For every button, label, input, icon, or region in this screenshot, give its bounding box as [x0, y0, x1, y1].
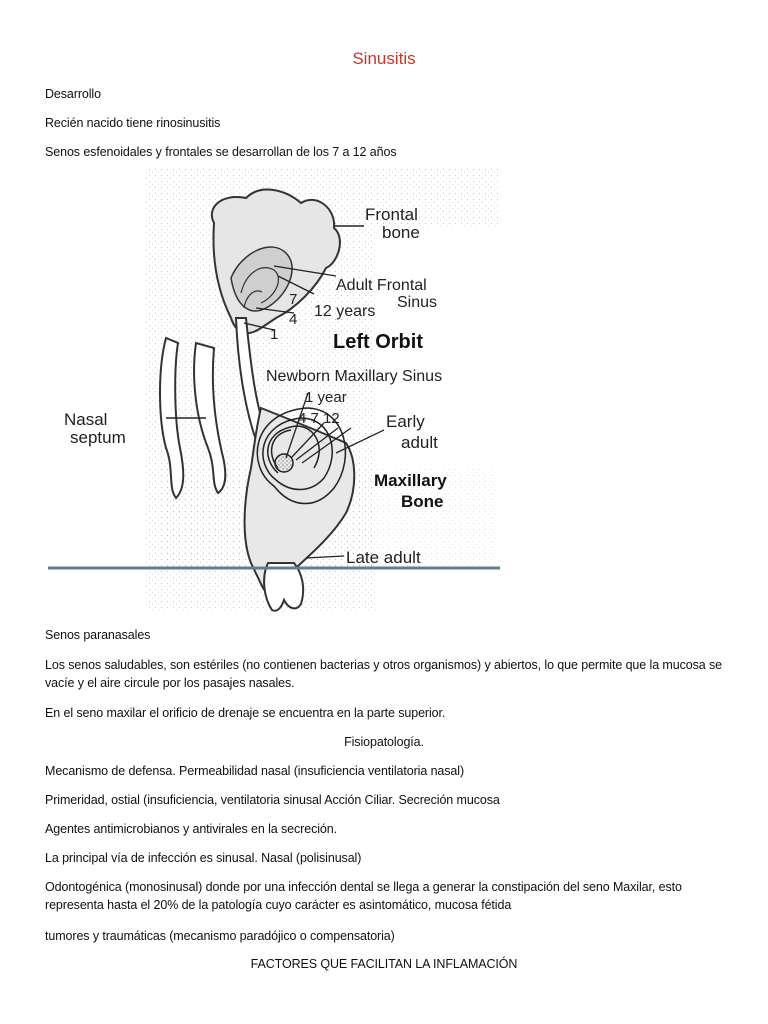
sinus-development-figure: [46, 168, 502, 616]
label-age-4: 4: [289, 311, 298, 328]
label-frontal: Frontal: [365, 205, 418, 224]
paranasales-paragraph-1: Los senos saludables, son estériles (no contienen bacterias y otros organismos) y abiertos, lo que permite que la mucosa se vacíe y el aire circule por los pasajes nasales.: [45, 658, 722, 690]
factores-heading: FACTORES QUE FACILITAN LA INFLAMACIÓN: [250, 957, 518, 971]
fisiopatologia-paragraph-3: Agentes antimicrobianos y antivirales en la secreción.: [45, 822, 337, 836]
tooth-shape: [264, 563, 303, 611]
fisiopatologia-paragraph-5: Odontogénica (monosinusal) donde por una infección dental se llega a generar la constipación del seno Maxilar, esto representa hasta el 20% de la patología cuyo carácter es asintomático, mucosa fétida: [45, 880, 682, 912]
desarrollo-paragraph-2: Senos esfenoidales y frontales se desarrollan de los 7 a 12 años: [45, 145, 397, 159]
desarrollo-paragraph-1: Recién nacido tiene rinosinusitis: [45, 116, 221, 130]
paranasales-heading: Senos paranasales: [45, 628, 151, 642]
label-age-1: 1: [270, 326, 279, 343]
label-early: Early: [386, 412, 425, 431]
label-1-year: 1 year: [305, 389, 347, 406]
label-late-adult: Late adult: [346, 548, 421, 567]
label-newborn-maxillary: Newborn Maxillary Sinus: [266, 368, 443, 385]
label-maxillary: Maxillary: [374, 471, 447, 490]
label-adult: adult: [401, 433, 438, 452]
label-bone: bone: [382, 223, 420, 242]
label-maxillary-bone: Bone: [401, 492, 444, 511]
fisiopatologia-paragraph-2: Primeridad, ostial (insuficiencia, ventilatoria sinusal Acción Ciliar. Secreción mucosa: [45, 793, 500, 807]
paranasales-paragraph-2: En el seno maxilar el orificio de drenaje se encuentra en la parte superior.: [45, 706, 446, 720]
fisiopatologia-paragraph-6: tumores y traumáticas (mecanismo paradójico o compensatoria): [45, 929, 395, 943]
label-12-years: 12 years: [314, 303, 376, 320]
label-age-7: 7: [289, 291, 298, 308]
label-ages-row: 4 7 12: [298, 410, 340, 427]
sinus-development-diagram: [46, 168, 502, 616]
label-nasal: Nasal: [64, 410, 108, 429]
label-septum: septum: [70, 428, 126, 447]
fisiopatologia-paragraph-1: Mecanismo de defensa. Permeabilidad nasal (insuficiencia ventilatoria nasal): [45, 764, 465, 778]
label-sinus: Sinus: [397, 294, 438, 311]
page-title: Sinusitis: [352, 49, 416, 68]
label-left-orbit: Left Orbit: [333, 331, 423, 353]
desarrollo-heading: Desarrollo: [45, 87, 101, 101]
fisiopatologia-heading: Fisiopatología.: [344, 735, 424, 749]
label-adult-frontal: Adult Frontal: [336, 277, 427, 294]
fisiopatologia-paragraph-4: La principal vía de infección es sinusal. Nasal (polisinusal): [45, 851, 362, 865]
